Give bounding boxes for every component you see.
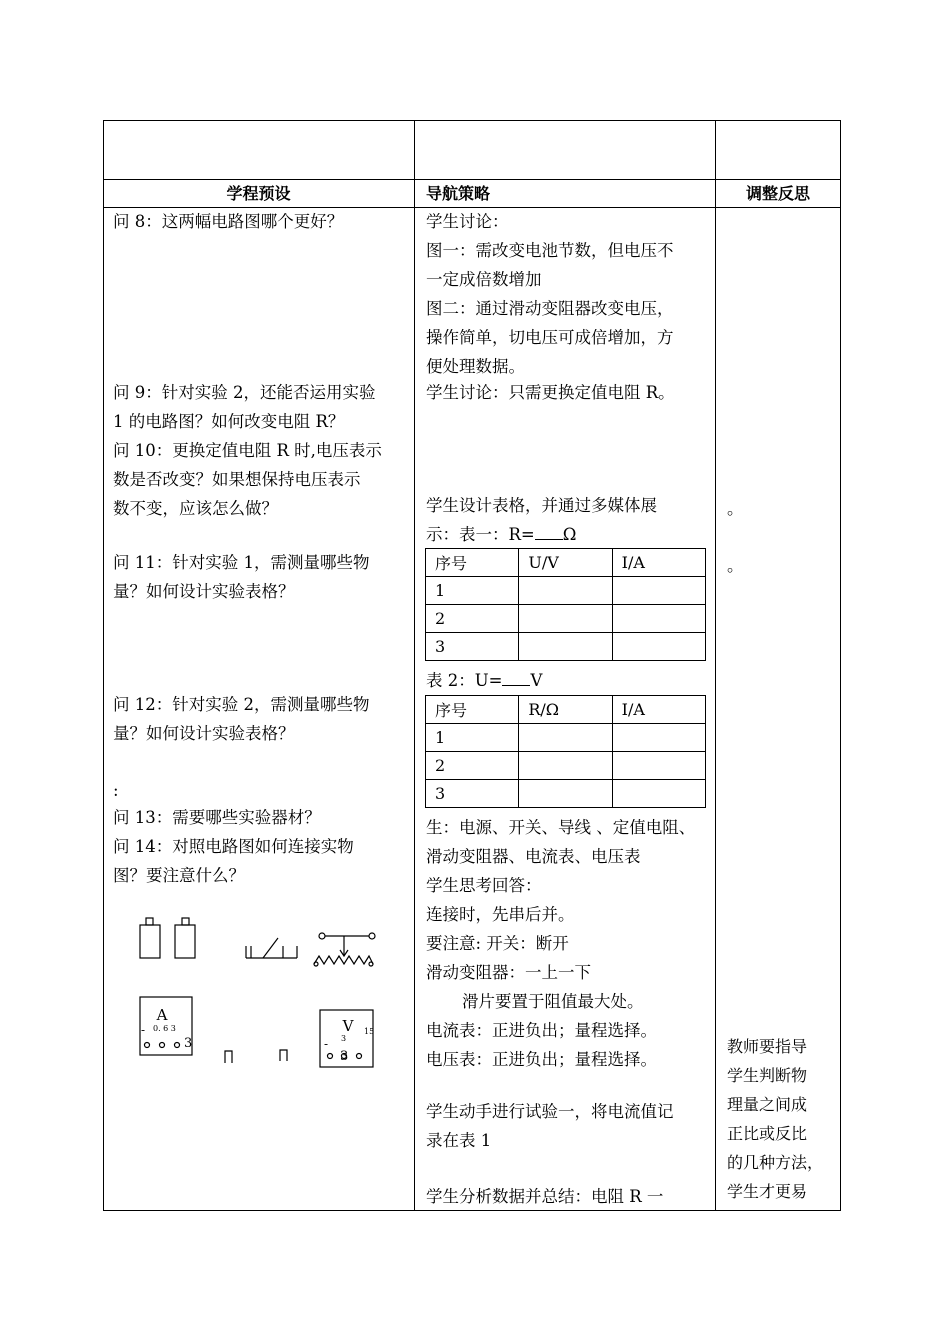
table-row (426, 577, 706, 605)
voltmeter-small-3: 3 (341, 1034, 347, 1043)
strategy-materials-and-connection: 生：电源、开关、导线 、定值电阻、 滑动变阻器、电流表、电压表 学生思考回答： 连接时，先串后并。 要注意: 开关：断开 滑动变阻器：一上一下 滑片要置于阻值最大处。 电流表：正进负出；量程选择。 电压表：正进负出；量程选择。 (426, 818, 696, 1069)
question-10: 问 10：更换定值电阻 R 时,电压表示 数是否改变？如果想保持电压表示 数不变，应该怎么做？ (113, 441, 382, 518)
table-row (426, 549, 706, 577)
strategy-discussion-1: 学生讨论： 图一：需改变电池节数，但电压不 一定成倍数增加 图二：通过滑动变阻器改变电压， 操作简单，切电压可成倍增加，方 便处理数据。 (426, 212, 674, 376)
column-divider-2 (715, 120, 716, 1211)
table-cell: 2 (426, 605, 519, 633)
table-cell (612, 724, 705, 752)
strategy-discussion-2: 学生讨论：只需更换定值电阻 R。 (426, 383, 675, 402)
ammeter-minus: - (141, 1023, 146, 1037)
table-row (426, 752, 706, 780)
table-row (426, 780, 706, 808)
table-cell (612, 605, 705, 633)
table-cell: 1 (426, 577, 519, 605)
table-cell (519, 577, 612, 605)
table-header-cell: I/A (612, 696, 705, 724)
voltmeter-minus: - (324, 1037, 329, 1051)
table-cell (519, 633, 612, 661)
header-col1: 学程预设 (226, 184, 291, 203)
table-row (426, 605, 706, 633)
strategy-summary: 学生分析数据并总结：电阻 R 一 (426, 1187, 664, 1206)
reflection-mark-1: 。 (727, 499, 744, 518)
table-cell: 3 (426, 780, 519, 808)
question-8: 问 8：这两幅电路图哪个更好？ (113, 212, 344, 231)
terminal-clips-icon (225, 1050, 287, 1063)
table-1 (425, 548, 706, 661)
question-9: 问 9：针对实验 2，还能否运用实验 1 的电路图？如何改变电阻 R？ (113, 383, 376, 431)
table-row (426, 633, 706, 661)
table-header-cell: 序号 (426, 549, 519, 577)
strategy-experiment: 学生动手进行试验一，将电流值记 录在表 1 (426, 1102, 674, 1150)
circuit-components-figure (103, 900, 414, 1090)
voltmeter-terminal: 3 (340, 1049, 349, 1064)
question-13: 问 13：需要哪些实验器材？ (113, 808, 321, 827)
stray-colon: : (113, 781, 119, 800)
table-cell (612, 633, 705, 661)
column-divider-1 (414, 120, 415, 1211)
blank-underline (535, 523, 563, 540)
table-cell (519, 780, 612, 808)
table-cell (612, 780, 705, 808)
blank-underline (502, 669, 530, 686)
question-12: 问 12：针对实验 2，需测量哪些物 量？如何设计实验表格？ (113, 695, 370, 743)
table-2 (425, 695, 706, 808)
rheostat-icon (314, 933, 375, 966)
table-row (426, 696, 706, 724)
header-col3: 调整反思 (745, 184, 810, 203)
table-cell: 2 (426, 752, 519, 780)
table-cell (612, 752, 705, 780)
table-cell: 3 (426, 633, 519, 661)
table-cell (519, 605, 612, 633)
table-header-cell: I/A (612, 549, 705, 577)
table-row (426, 724, 706, 752)
switch-icon (246, 938, 297, 958)
reflection-mark-2: 。 (727, 556, 744, 575)
table-cell (519, 724, 612, 752)
table-cell: 1 (426, 724, 519, 752)
table-cell (612, 577, 705, 605)
ammeter-scale: 0. 6 3 (153, 1024, 176, 1033)
header-col2: 导航策略 (426, 184, 491, 203)
question-11: 问 11：针对实验 1，需测量哪些物 量？如何设计实验表格？ (113, 553, 370, 601)
table-header-cell: 序号 (426, 696, 519, 724)
voltmeter-letter: V (342, 1017, 354, 1035)
table-2-caption: 表 2：U= V (426, 671, 543, 690)
reflection-note: 教师要指导 学生判断物 理量之间成 正比或反比 的几种方法， 学生才更易 (727, 1037, 824, 1201)
question-14: 问 14：对照电路图如何连接实物 图？要注意什么？ (113, 837, 354, 885)
strategy-table-design: 学生设计表格，并通过多媒体展 示：表一：R= Ω (426, 496, 657, 544)
ammeter-terminal: 3 (184, 1036, 193, 1051)
table-header-cell: U/V (519, 549, 612, 577)
voltmeter-scale: 15 (364, 1027, 375, 1036)
table-header-cell: R/Ω (519, 696, 612, 724)
ammeter-letter: A (156, 1006, 168, 1024)
battery-icon (140, 918, 195, 958)
table-cell (519, 752, 612, 780)
